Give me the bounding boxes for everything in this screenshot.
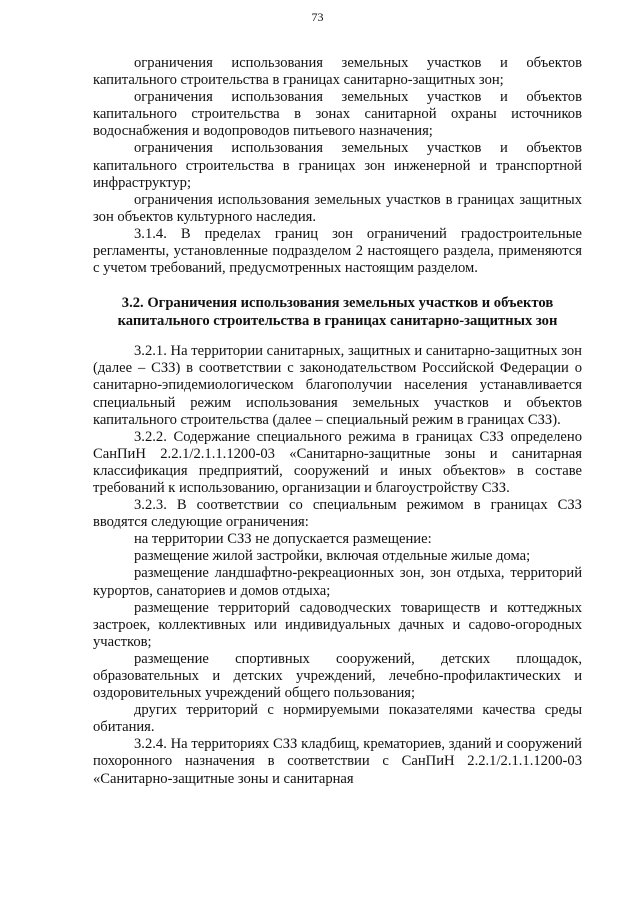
paragraph: размещение ландшафтно-рекреационных зон, зон отдыха, территорий курортов, санаториев и домов отдыха; [93, 565, 582, 599]
paragraph: 3.2.3. В соответствии со специальным режимом в границах СЗЗ вводятся следующие ограничения: [93, 497, 582, 531]
paragraph: ограничения использования земельных участков в границах защитных зон объектов культурного наследия. [93, 191, 582, 225]
section-heading: 3.2. Ограничения использования земельных участков и объектов капитального строительства в границах санитарно-защитных зон [117, 295, 558, 330]
paragraph: 3.2.2. Содержание специального режима в границах СЗЗ определено СанПиН 2.2.1/2.1.1.1200-03 «Санитарно-защитные зоны и санитарная классификация предприятий, сооружений и иных объектов» в составе требований к использованию, организации и благоустройству СЗЗ. [93, 428, 582, 496]
document-body [93, 55, 582, 788]
paragraph: 3.1.4. В пределах границ зон ограничений градостроительные регламенты, установленные подразделом 2 настоящего раздела, применяются с учетом требований, предусмотренных настоящим разделом. [93, 225, 582, 277]
paragraph: размещение спортивных сооружений, детских площадок, образовательных и детских учреждений, лечебно-профилактических и оздоровительных учреждений общего пользования; [93, 650, 582, 702]
page-number: 73 [311, 10, 324, 24]
paragraph: 3.2.1. На территории санитарных, защитных и санитарно-защитных зон (далее – СЗЗ) в соответствии с законодательством Российской Федерации о санитарно-эпидемиологическом благополучии населения устанавливается специальный режим использования земельных участков и объектов капитального строительства (далее – специальный режим в границах СЗЗ). [93, 343, 582, 428]
spacer [93, 277, 582, 294]
paragraph: 3.2.4. На территориях СЗЗ кладбищ, крематориев, зданий и сооружений похоронного назначения в соответствии с СанПиН 2.2.1/2.1.1.1200-03 «Санитарно-защитные зоны и санитарная [93, 736, 582, 787]
paragraph: размещение жилой застройки, включая отдельные жилые дома; [134, 548, 531, 565]
paragraph: ограничения использования земельных участков и объектов капитального строительства в границах зон инженерной и транспортной инфраструктур; [93, 140, 582, 191]
paragraph: ограничения использования земельных участков и объектов капитального строительства в зонах санитарной охраны источников водоснабжения и водопроводов питьевого назначения; [93, 89, 582, 140]
paragraph: размещение территорий садоводческих товариществ и коттеджных застроек, коллективных или индивидуальных дачных и садово-огородных участков; [93, 599, 582, 650]
spacer [93, 330, 582, 343]
paragraph: других территорий с нормируемыми показателями качества среды обитания. [93, 702, 582, 736]
paragraph: ограничения использования земельных участков и объектов капитального строительства в границах санитарно-защитных зон; [93, 55, 582, 89]
paragraph: на территории СЗЗ не допускается размещение: [134, 531, 432, 548]
